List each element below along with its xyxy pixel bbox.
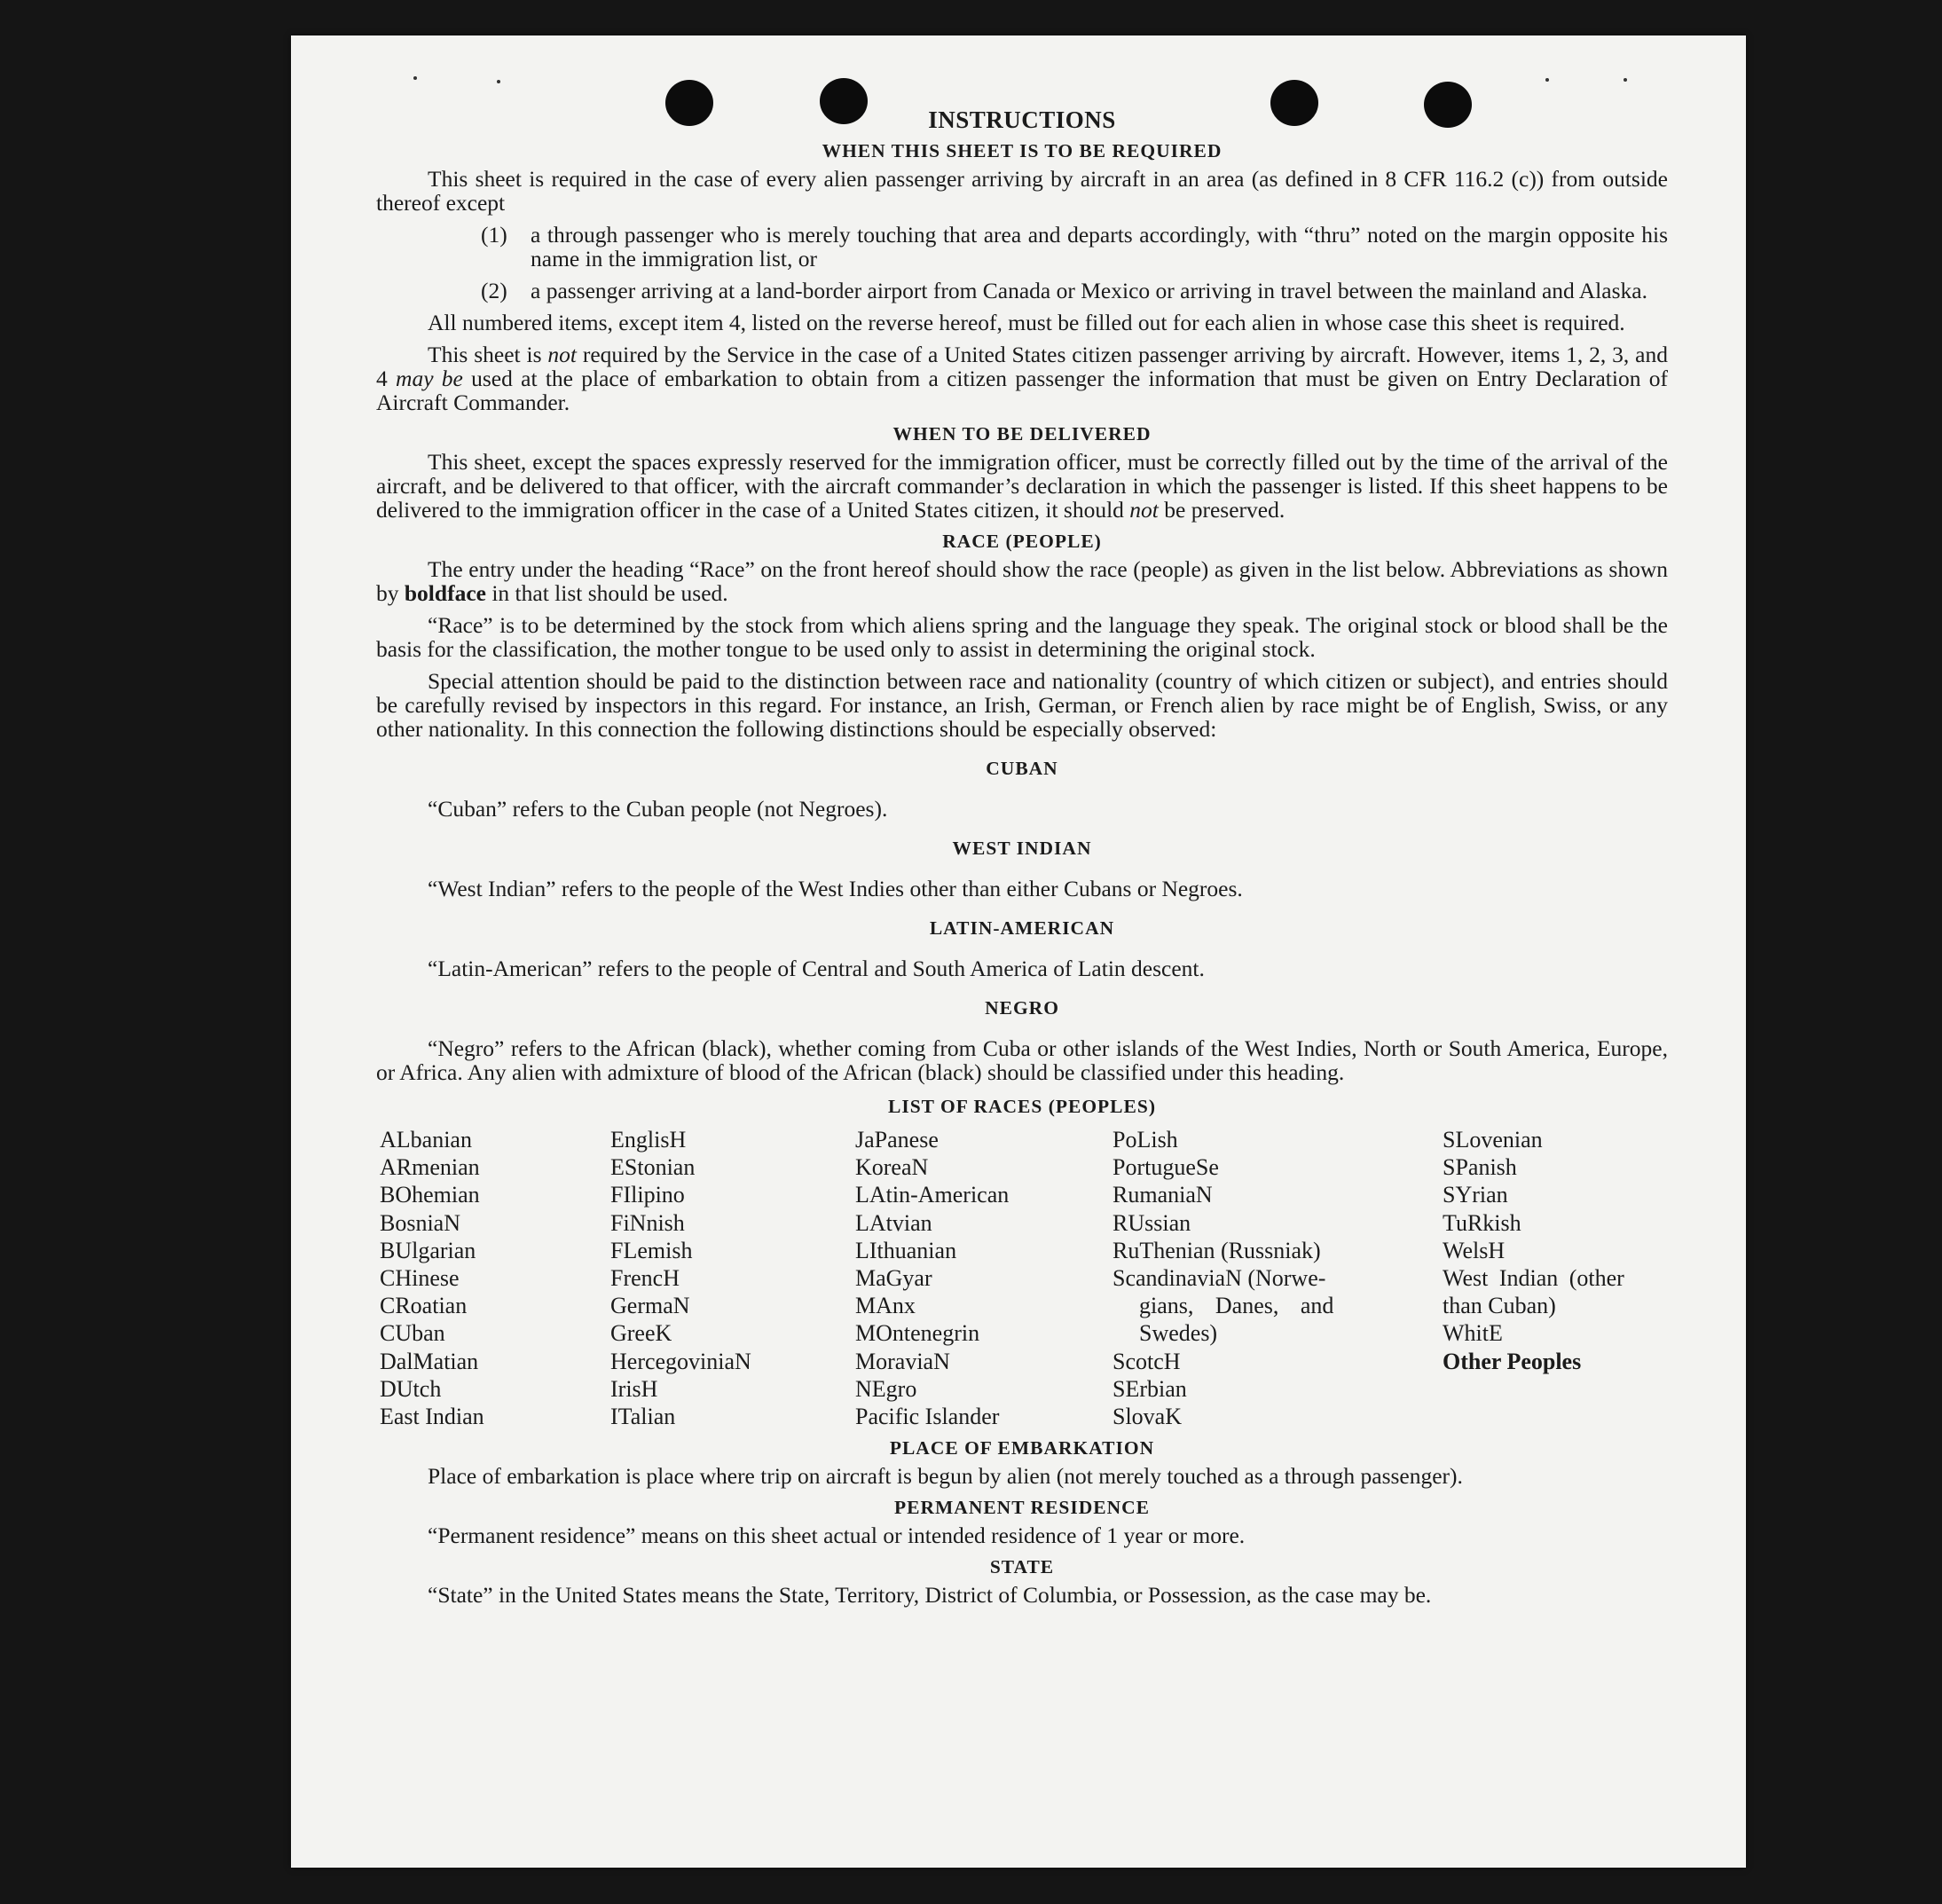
race-entry: East Indian [380,1404,484,1430]
paragraph: Special attention should be paid to the distinction between race and nationality (country of which citizen or subject), and entries should be carefully revised by inspectors in this regard. For instance, an Irish, German, or French alien by race might be of English, Swiss, or any other nationality. In this connection the following distinctions should be especially observed: [376,668,1668,742]
item-number: (2) [481,278,507,303]
race-entry: FiNnish [610,1209,685,1236]
race-entry: ALbanian [380,1127,472,1153]
paragraph: “Permanent residence” means on this sheet actual or intended residence of 1 year or more. [428,1522,1246,1548]
list-item [481,279,1668,303]
race-entry: ScandinaviaN (Norwe- [1113,1265,1326,1292]
paragraph: “Cuban” refers to the Cuban people (not Negroes). [428,796,888,822]
speck [1624,78,1627,82]
instructions-text [376,108,1668,1615]
section-heading: WEST INDIAN [952,838,1092,859]
paragraph: “Negro” refers to the African (black), whether coming from Cuba or other islands of the West Indies, North or South America, Europe, or Africa. Any alien with admixture of blood of the African (black) should be classified under this heading. [376,1035,1668,1085]
speck [413,76,417,80]
section-heading: PERMANENT RESIDENCE [894,1497,1150,1518]
speck [1545,78,1549,82]
race-entry-continued: gians, Danes, and [1139,1293,1334,1319]
instruction-sheet [291,35,1746,1868]
races-column-3 [855,1126,1009,1430]
race-entry: EStonian [610,1154,696,1181]
races-column-2 [610,1126,751,1430]
race-entry: DUtch [380,1375,442,1402]
race-entry: ScotcH [1113,1348,1181,1374]
race-entry: FLemish [610,1237,693,1263]
races-column-5 [1443,1126,1624,1375]
item-number: (1) [481,222,507,248]
race-entry: EnglisH [610,1127,687,1153]
section-heading: NEGRO [985,997,1059,1019]
race-entry: GreeK [610,1320,672,1347]
paragraph: This sheet, except the spaces expressly reserved for the immigration officer, must be correctly filled out by the time of the arrival of the aircraft, and be delivered to that officer, with the aircraft commander’s declaration in which the passenger is listed. If this sheet happens to be delivered to the immigration officer in the case of a United States citizen, it should not be preserved. [376,449,1668,523]
race-entry: SLovenian [1443,1127,1543,1153]
race-entry: RUssian [1113,1209,1191,1236]
race-entry: HercegoviniaN [610,1348,751,1374]
race-entry: LIthuanian [855,1237,957,1263]
race-entry: MaGyar [855,1265,932,1292]
race-entry: GermaN [610,1293,690,1319]
section-heading: STATE [989,1556,1055,1577]
paragraph: “Latin-American” refers to the people of Central and South America of Latin descent. [428,956,1205,981]
races-heading: LIST OF RACES (PEOPLES) [888,1096,1156,1117]
race-entry: IrisH [610,1375,658,1402]
race-entry: FIlipino [610,1182,685,1208]
race-entry: CUban [380,1320,445,1347]
race-entry: CHinese [380,1265,460,1292]
page-title: INSTRUCTIONS [928,106,1116,133]
race-entry: Other Peoples [1443,1348,1582,1374]
race-entry: LAtvian [855,1209,932,1236]
race-entry: FrencH [610,1265,680,1292]
race-entry: RuThenian (Russniak) [1113,1237,1321,1263]
race-entry: JaPanese [855,1127,939,1153]
paragraph: All numbered items, except item 4, listed on the reverse hereof, must be filled out for each alien in whose case this sheet is required. [428,310,1625,335]
race-entry-continued: Swedes) [1139,1320,1218,1347]
section-heading: LATIN-AMERICAN [929,917,1115,939]
section-heading: WHEN THIS SHEET IS TO BE REQUIRED [822,140,1223,161]
race-entry: RumaniaN [1113,1182,1213,1208]
race-entry: WelsH [1443,1237,1506,1263]
list-item [481,223,1668,271]
section-heading: WHEN TO BE DELIVERED [892,423,1152,445]
race-entry: SErbian [1113,1375,1187,1402]
races-column-4 [1113,1126,1379,1430]
races-column-1 [380,1126,484,1430]
race-entry: West Indian (other [1443,1265,1624,1292]
paragraph: This sheet is not required by the Service in the case of a United States citizen passenger arriving by aircraft. However, items 1, 2, 3, and 4 may be used at the place of embarkation to obtain from a citizen passenger the information that must be given on Entry Declaration of Aircraft Commander. [376,342,1668,415]
paragraph: “Race” is to be determined by the stock from which aliens spring and the language they speak. The original stock or blood shall be the basis for the classification, the mother tongue to be used only to assist in determining the original stock. [376,612,1668,662]
section-heading: RACE (PEOPLE) [942,531,1102,552]
race-entry: ARmenian [380,1154,480,1181]
race-entry: MoraviaN [855,1348,950,1374]
speck [497,80,500,83]
race-entry: SYrian [1443,1182,1508,1208]
race-entry: NEgro [855,1375,917,1402]
race-entry: PortugueSe [1113,1154,1219,1181]
race-entry: BUlgarian [380,1237,476,1263]
race-entry: ITalian [610,1404,676,1430]
race-entry: Pacific Islander [855,1404,1000,1430]
section-heading: CUBAN [986,758,1058,779]
paragraph: “West Indian” refers to the people of the West Indies other than either Cubans or Negroes. [428,876,1243,901]
races-list [376,1126,1668,1436]
item-text: a passenger arriving at a land-border airport from Canada or Mexico or arriving in travel between the mainland and Alaska. [531,278,1647,303]
paragraph: The entry under the heading “Race” on the front hereof should show the race (people) as given in the list below. Abbreviations as shown by boldface in that list should be used. [376,556,1668,606]
race-entry: BosniaN [380,1209,460,1236]
race-entry: SPanish [1443,1154,1517,1181]
race-entry: CRoatian [380,1293,468,1319]
race-entry: TuRkish [1443,1209,1521,1236]
race-entry: MOntenegrin [855,1320,980,1347]
race-entry: WhitE [1443,1320,1503,1347]
paragraph: This sheet is required in the case of every alien passenger arriving by aircraft in an area (as defined in 8 CFR 116.2 (c)) from outside thereof except [376,166,1668,216]
race-entry: KoreaN [855,1154,929,1181]
race-entry: LAtin-American [855,1182,1010,1208]
paragraph: “State” in the United States means the State, Territory, District of Columbia, or Possession, as the case may be. [428,1582,1432,1608]
item-text: a through passenger who is merely touching that area and departs accordingly, with “thru” noted on the margin opposite his name in the immigration list, or [531,222,1668,271]
race-entry: DalMatian [380,1348,479,1374]
race-entry: than Cuban) [1443,1293,1556,1319]
race-entry: SlovaK [1113,1404,1182,1430]
race-entry: MAnx [855,1293,916,1319]
paragraph: Place of embarkation is place where trip on aircraft is begun by alien (not merely touched as a through passenger). [428,1463,1463,1489]
race-entry: BOhemian [380,1182,480,1208]
race-entry: PoLish [1113,1127,1178,1153]
section-heading: PLACE OF EMBARKATION [889,1437,1155,1459]
